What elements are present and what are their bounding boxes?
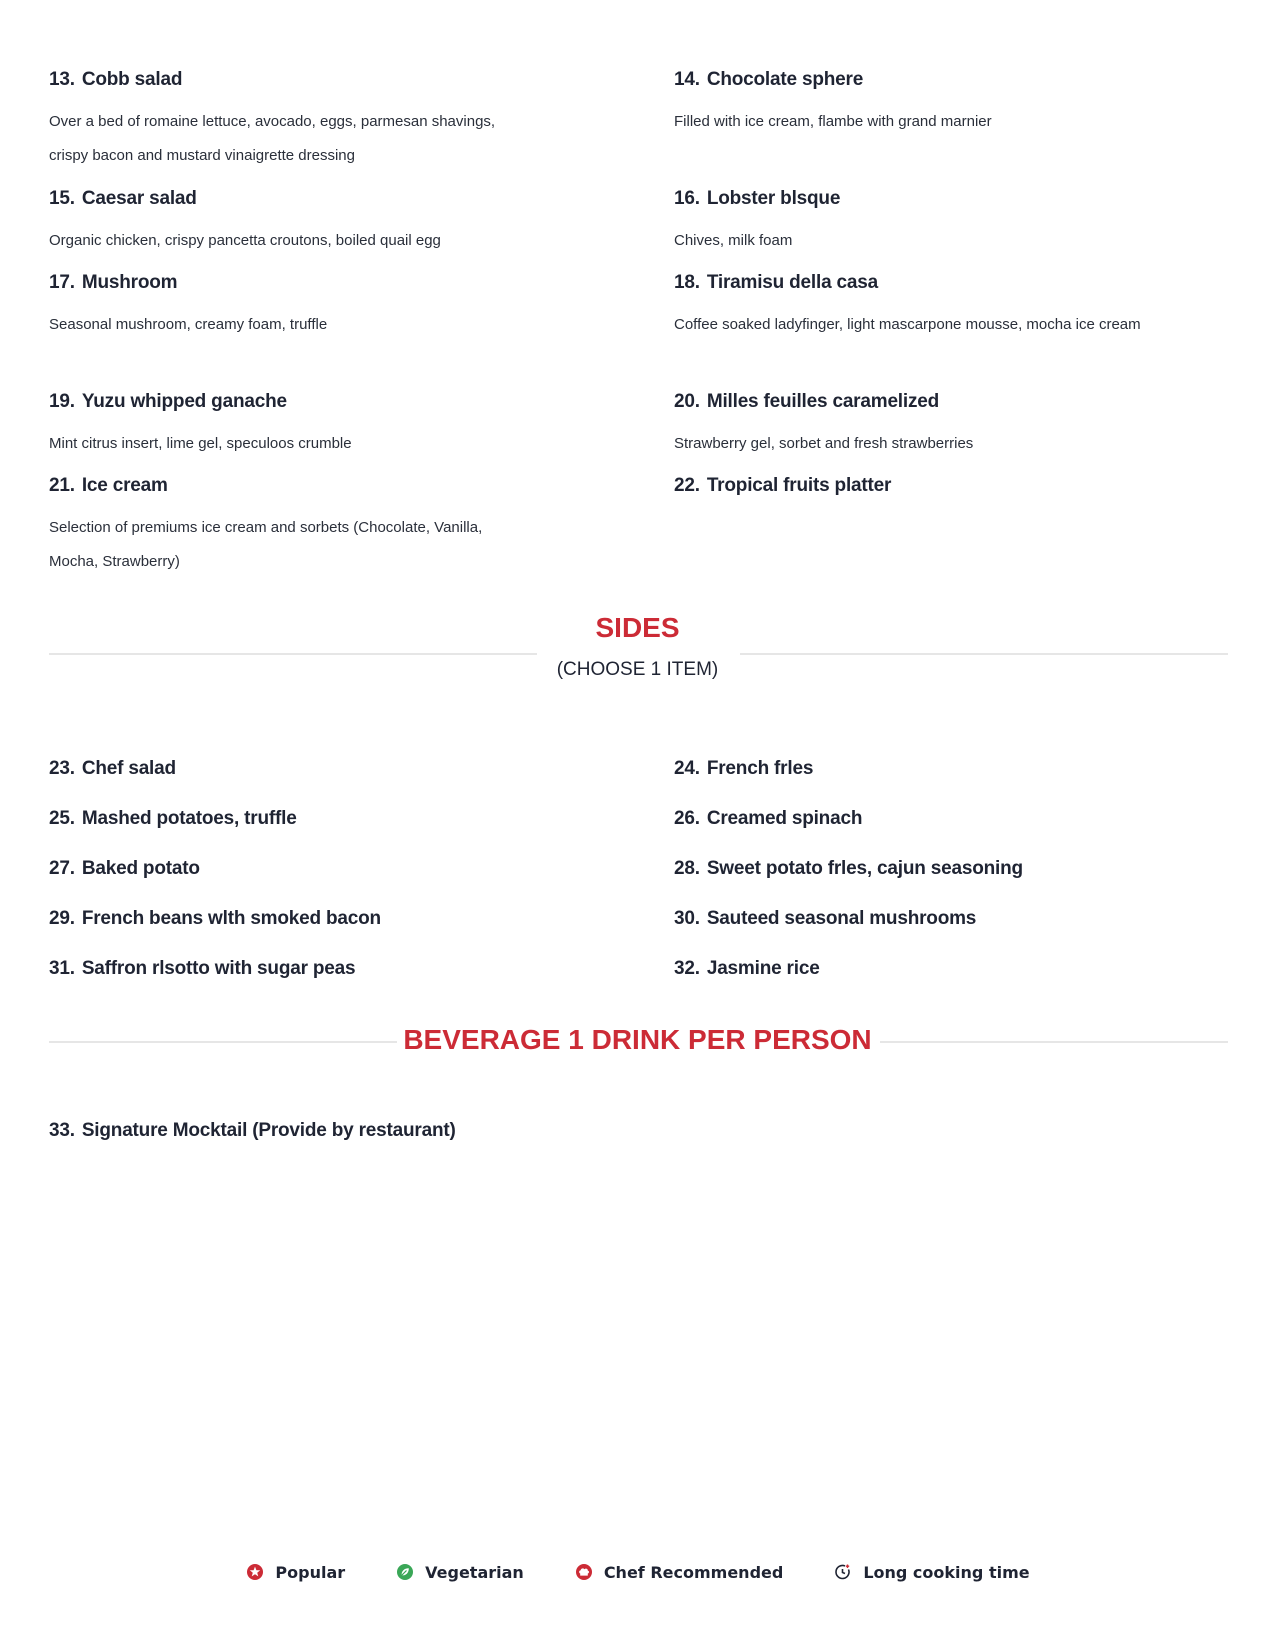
side-item-chef-salad bbox=[49, 758, 176, 780]
beverage-section-title: BEVERAGE 1 DRINK PER PERSON bbox=[403, 1024, 872, 1055]
legend-popular bbox=[245, 1562, 345, 1582]
leaf-icon bbox=[395, 1562, 415, 1582]
item-name: Caesar salad bbox=[81, 188, 197, 209]
item-description: Over a bed of romaine lettuce, avocado, eggs, parmesan shavings, crispy bacon and mustard vinaigrette dressing bbox=[49, 113, 496, 164]
legend-label: Long cooking time bbox=[863, 1562, 1030, 1582]
item-number: 15. bbox=[49, 188, 75, 209]
item-name: French beans wlth smoked bacon bbox=[81, 908, 381, 929]
item-name: Sweet potato frles, cajun seasoning bbox=[706, 858, 1023, 879]
menu-item-tiramisu bbox=[674, 272, 1144, 342]
menu-item-lobster-bisque bbox=[674, 188, 1144, 258]
item-title bbox=[674, 475, 1144, 497]
menu-item-mushroom bbox=[49, 272, 519, 342]
item-number: 14. bbox=[674, 69, 700, 90]
item-number: 21. bbox=[49, 475, 75, 496]
sides-section-title: SIDES bbox=[595, 612, 680, 643]
menu-item-ice-cream bbox=[49, 475, 519, 579]
item-name: Milles feuilles caramelized bbox=[706, 391, 940, 412]
item-number: 13. bbox=[49, 69, 75, 90]
legend-label: Chef Recommended bbox=[603, 1562, 784, 1582]
item-description: Coffee soaked ladyfinger, light mascarpone mousse, mocha ice cream bbox=[674, 316, 1141, 333]
item-description: Chives, milk foam bbox=[674, 232, 793, 249]
menu-item-yuzu-ganache bbox=[49, 391, 519, 461]
item-name: Saffron rlsotto with sugar peas bbox=[81, 958, 356, 979]
item-name: Creamed spinach bbox=[706, 808, 863, 829]
item-number: 25. bbox=[49, 808, 75, 829]
side-item-saffron-risotto bbox=[49, 958, 355, 980]
item-name: Mushroom bbox=[81, 272, 178, 293]
item-title bbox=[49, 69, 519, 91]
item-number: 22. bbox=[674, 475, 700, 496]
item-title bbox=[49, 391, 519, 413]
legend-label: Vegetarian bbox=[425, 1562, 524, 1582]
legend-chef-recommended bbox=[574, 1562, 784, 1582]
item-number: 26. bbox=[674, 808, 700, 829]
side-item-jasmine-rice bbox=[674, 958, 820, 980]
legend bbox=[0, 1562, 1275, 1582]
item-title bbox=[49, 188, 519, 210]
item-name: Sauteed seasonal mushrooms bbox=[706, 908, 977, 929]
item-number: 30. bbox=[674, 908, 700, 929]
item-name: Tiramisu della casa bbox=[706, 272, 878, 293]
sides-section-subtitle: (CHOOSE 1 ITEM) bbox=[556, 659, 719, 680]
item-title bbox=[674, 69, 1144, 91]
item-description: Filled with ice cream, flambe with grand marnier bbox=[674, 113, 992, 130]
item-name: Baked potato bbox=[81, 858, 200, 879]
item-name: Cobb salad bbox=[81, 69, 183, 90]
item-title bbox=[674, 272, 1144, 294]
section-divider-right bbox=[740, 653, 1228, 655]
item-description: Organic chicken, crispy pancetta croutons, boiled quail egg bbox=[49, 232, 441, 249]
side-item-baked-potato bbox=[49, 858, 200, 880]
item-name: Signature Mocktail (Provide by restaurant) bbox=[81, 1120, 456, 1141]
item-number: 24. bbox=[674, 758, 700, 779]
clock-icon bbox=[833, 1562, 853, 1582]
side-item-creamed-spinach bbox=[674, 808, 862, 830]
item-number: 32. bbox=[674, 958, 700, 979]
item-name: Jasmine rice bbox=[706, 958, 820, 979]
item-title bbox=[674, 188, 1144, 210]
item-number: 17. bbox=[49, 272, 75, 293]
star-icon bbox=[245, 1562, 265, 1582]
side-item-french-fries bbox=[674, 758, 813, 780]
item-name: Yuzu whipped ganache bbox=[81, 391, 287, 412]
item-number: 28. bbox=[674, 858, 700, 879]
item-number: 29. bbox=[49, 908, 75, 929]
item-name: Chocolate sphere bbox=[706, 69, 864, 90]
item-number: 18. bbox=[674, 272, 700, 293]
side-item-sauteed-mushrooms bbox=[674, 908, 976, 930]
item-number: 19. bbox=[49, 391, 75, 412]
item-description: Selection of premiums ice cream and sorbets (Chocolate, Vanilla, Mocha, Strawberry) bbox=[49, 519, 483, 570]
item-name: French frles bbox=[706, 758, 814, 779]
item-number: 20. bbox=[674, 391, 700, 412]
menu-item-caesar-salad bbox=[49, 188, 519, 258]
side-item-french-beans bbox=[49, 908, 381, 930]
item-number: 16. bbox=[674, 188, 700, 209]
menu-item-chocolate-sphere bbox=[674, 69, 1144, 139]
item-title bbox=[49, 272, 519, 294]
item-name: Ice cream bbox=[81, 475, 168, 496]
side-item-mashed-potatoes bbox=[49, 808, 297, 830]
legend-vegetarian bbox=[395, 1562, 524, 1582]
item-name: Chef salad bbox=[81, 758, 176, 779]
legend-long-cooking-time bbox=[833, 1562, 1029, 1582]
item-name: Mashed potatoes, truffle bbox=[81, 808, 297, 829]
item-title bbox=[49, 475, 519, 497]
chef-hat-icon bbox=[574, 1562, 594, 1582]
legend-label: Popular bbox=[275, 1562, 346, 1582]
item-description: Mint citrus insert, lime gel, speculoos crumble bbox=[49, 435, 352, 452]
menu-item-cobb-salad bbox=[49, 69, 519, 173]
item-name: Lobster blsque bbox=[706, 188, 841, 209]
menu-item-tropical-fruits bbox=[674, 475, 1144, 497]
item-title bbox=[674, 391, 1144, 413]
side-item-sweet-potato-fries bbox=[674, 858, 1023, 880]
menu-item-milles-feuilles bbox=[674, 391, 1144, 461]
beverage-item-mocktail bbox=[49, 1120, 456, 1142]
item-number: 27. bbox=[49, 858, 75, 879]
item-description: Seasonal mushroom, creamy foam, truffle bbox=[49, 316, 328, 333]
item-number: 31. bbox=[49, 958, 75, 979]
item-name: Tropical fruits platter bbox=[706, 475, 892, 496]
section-divider-left bbox=[49, 653, 537, 655]
item-description: Strawberry gel, sorbet and fresh strawberries bbox=[674, 435, 974, 452]
item-number: 33. bbox=[49, 1120, 75, 1141]
item-number: 23. bbox=[49, 758, 75, 779]
